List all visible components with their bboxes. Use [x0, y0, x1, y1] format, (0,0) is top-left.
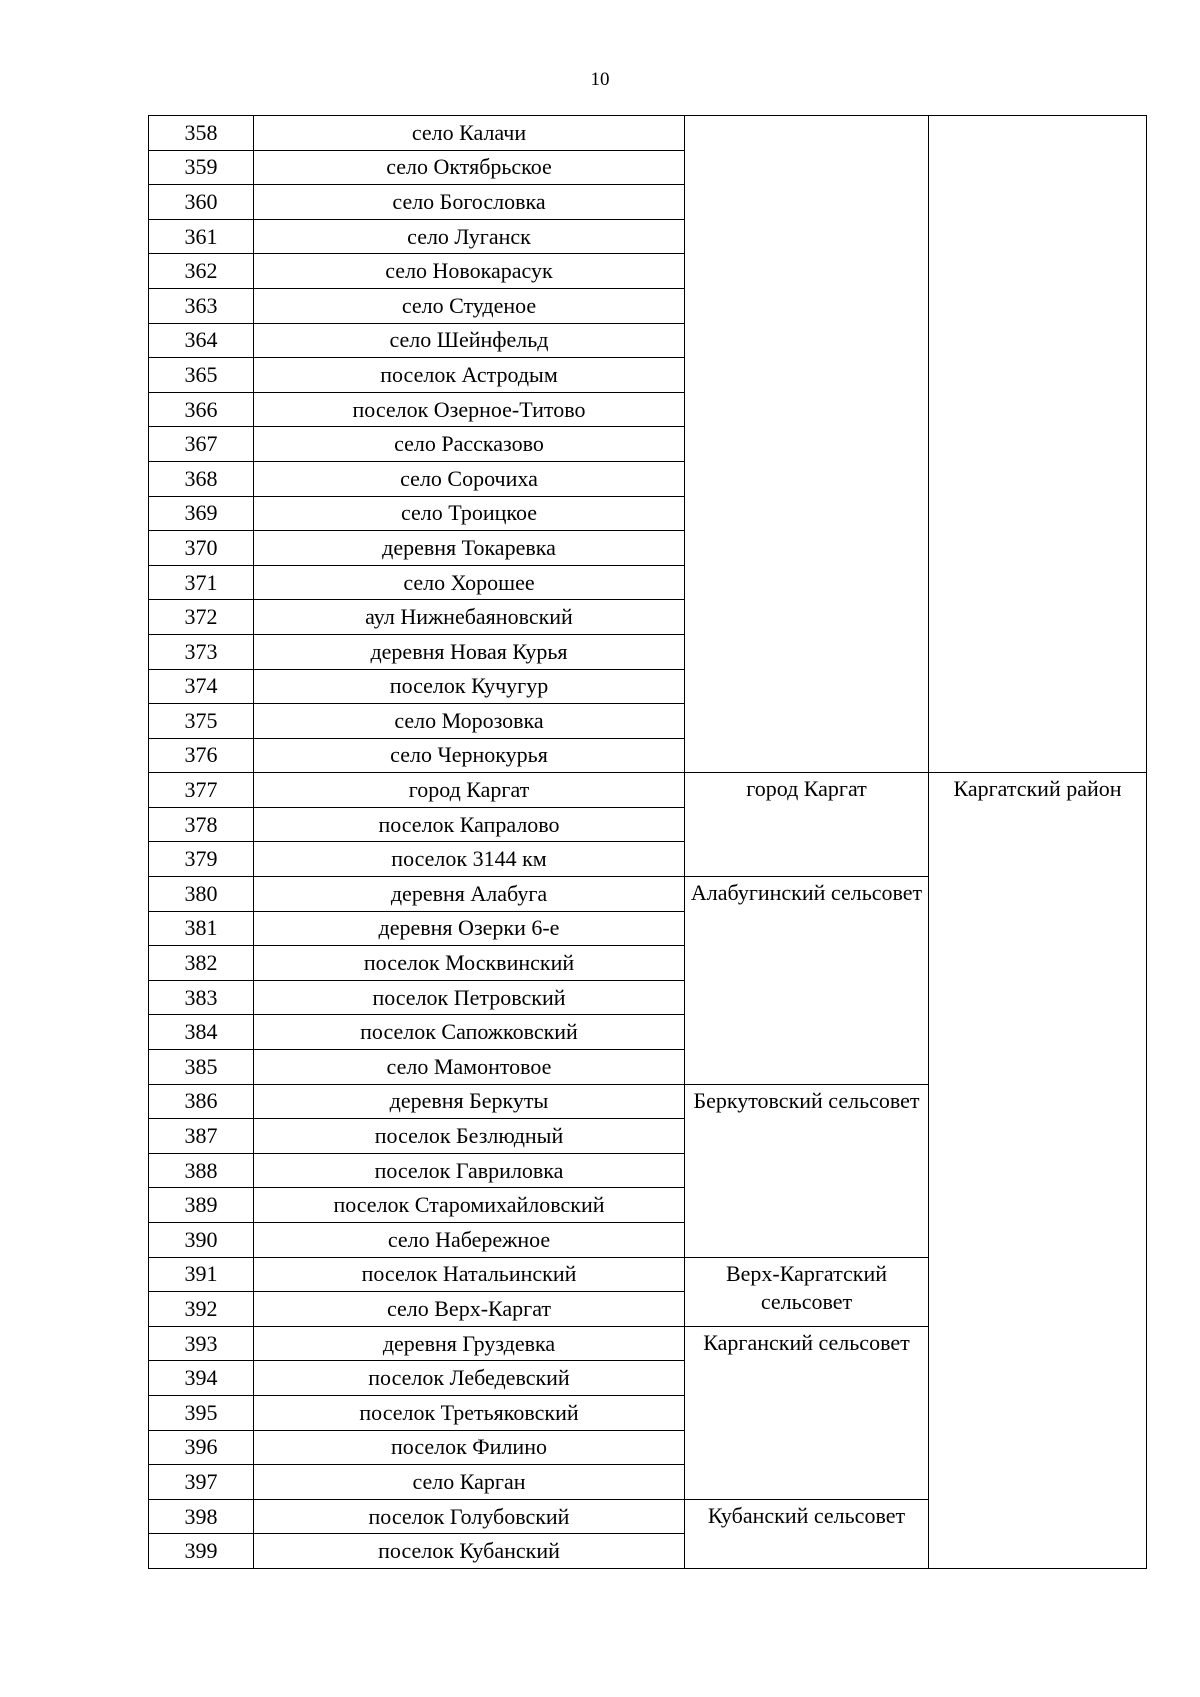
- settlement-name: село Шейнфельд: [254, 323, 685, 358]
- row-number: 395: [149, 1395, 254, 1430]
- settlement-name: поселок Старомихайловский: [254, 1188, 685, 1223]
- row-number: 386: [149, 1084, 254, 1119]
- settlement-name: село Морозовка: [254, 704, 685, 739]
- row-number: 387: [149, 1119, 254, 1154]
- settlement-name: поселок Безлюдный: [254, 1119, 685, 1154]
- settlement-name: село Луганск: [254, 219, 685, 254]
- settlement-name: поселок Кубанский: [254, 1534, 685, 1569]
- row-number: 379: [149, 842, 254, 877]
- settlement-name: поселок 3144 км: [254, 842, 685, 877]
- row-number: 374: [149, 669, 254, 704]
- table-row: [149, 773, 1147, 808]
- municipality-cell: Кубанский сельсовет: [685, 1499, 929, 1568]
- row-number: 390: [149, 1223, 254, 1258]
- row-number: 361: [149, 219, 254, 254]
- settlement-name: село Набережное: [254, 1223, 685, 1258]
- settlement-name: село Октябрьское: [254, 150, 685, 185]
- settlement-name: село Чернокурья: [254, 738, 685, 773]
- row-number: 393: [149, 1326, 254, 1361]
- settlement-name: поселок Сапожковский: [254, 1015, 685, 1050]
- settlement-name: поселок Кучугур: [254, 669, 685, 704]
- settlement-name: село Калачи: [254, 116, 685, 151]
- municipality-cell: Беркутовский сельсовет: [685, 1084, 929, 1257]
- row-number: 362: [149, 254, 254, 289]
- settlement-name: село Сорочиха: [254, 461, 685, 496]
- row-number: 358: [149, 116, 254, 151]
- row-number: 367: [149, 427, 254, 462]
- row-number: 363: [149, 288, 254, 323]
- row-number: 375: [149, 704, 254, 739]
- row-number: 398: [149, 1499, 254, 1534]
- row-number: 384: [149, 1015, 254, 1050]
- settlement-name: село Карган: [254, 1465, 685, 1500]
- row-number: 394: [149, 1361, 254, 1396]
- row-number: 365: [149, 358, 254, 393]
- row-number: 392: [149, 1292, 254, 1327]
- settlements-table-body: [149, 116, 1147, 1569]
- settlement-name: село Студеное: [254, 288, 685, 323]
- settlement-name: деревня Груздевка: [254, 1326, 685, 1361]
- page-number: 10: [590, 69, 610, 90]
- row-number: 372: [149, 600, 254, 635]
- settlement-name: деревня Алабуга: [254, 877, 685, 912]
- settlement-name: поселок Гавриловка: [254, 1153, 685, 1188]
- municipality-cell: город Каргат: [685, 773, 929, 877]
- settlement-name: поселок Натальинский: [254, 1257, 685, 1292]
- row-number: 388: [149, 1153, 254, 1188]
- settlement-name: село Рассказово: [254, 427, 685, 462]
- row-number: 380: [149, 877, 254, 912]
- row-number: 381: [149, 911, 254, 946]
- table-row: [149, 116, 1147, 151]
- row-number: 377: [149, 773, 254, 808]
- settlement-name: село Верх-Каргат: [254, 1292, 685, 1327]
- settlement-name: поселок Москвинский: [254, 946, 685, 981]
- municipality-cell: Алабугинский сельсовет: [685, 877, 929, 1085]
- settlement-name: поселок Астродым: [254, 358, 685, 393]
- municipality-cell: [685, 116, 929, 773]
- settlement-name: село Мамонтовое: [254, 1050, 685, 1085]
- settlement-name: деревня Токаревка: [254, 531, 685, 566]
- row-number: 370: [149, 531, 254, 566]
- settlement-name: поселок Третьяковский: [254, 1395, 685, 1430]
- settlements-table: [148, 115, 1147, 1569]
- row-number: 360: [149, 185, 254, 220]
- settlement-name: деревня Озерки 6-е: [254, 911, 685, 946]
- row-number: 373: [149, 634, 254, 669]
- row-number: 396: [149, 1430, 254, 1465]
- settlement-name: поселок Озерное-Титово: [254, 392, 685, 427]
- settlement-name: деревня Беркуты: [254, 1084, 685, 1119]
- row-number: 378: [149, 807, 254, 842]
- row-number: 385: [149, 1050, 254, 1085]
- row-number: 364: [149, 323, 254, 358]
- row-number: 397: [149, 1465, 254, 1500]
- settlement-name: аул Нижнебаяновский: [254, 600, 685, 635]
- settlement-name: поселок Голубовский: [254, 1499, 685, 1534]
- row-number: 369: [149, 496, 254, 531]
- row-number: 399: [149, 1534, 254, 1569]
- row-number: 376: [149, 738, 254, 773]
- settlement-name: село Хорошее: [254, 565, 685, 600]
- row-number: 383: [149, 980, 254, 1015]
- settlement-name: город Каргат: [254, 773, 685, 808]
- settlement-name: деревня Новая Курья: [254, 634, 685, 669]
- row-number: 359: [149, 150, 254, 185]
- row-number: 389: [149, 1188, 254, 1223]
- settlement-name: село Троицкое: [254, 496, 685, 531]
- settlement-name: село Богословка: [254, 185, 685, 220]
- row-number: 366: [149, 392, 254, 427]
- district-cell: [929, 116, 1147, 773]
- row-number: 371: [149, 565, 254, 600]
- settlement-name: поселок Петровский: [254, 980, 685, 1015]
- municipality-cell: Верх-Каргатский сельсовет: [685, 1257, 929, 1326]
- row-number: 391: [149, 1257, 254, 1292]
- settlement-name: село Новокарасук: [254, 254, 685, 289]
- district-cell: Каргатский район: [929, 773, 1147, 1569]
- row-number: 368: [149, 461, 254, 496]
- settlement-name: поселок Лебедевский: [254, 1361, 685, 1396]
- settlement-name: поселок Капралово: [254, 807, 685, 842]
- row-number: 382: [149, 946, 254, 981]
- settlement-name: поселок Филино: [254, 1430, 685, 1465]
- municipality-cell: Карганский сельсовет: [685, 1326, 929, 1499]
